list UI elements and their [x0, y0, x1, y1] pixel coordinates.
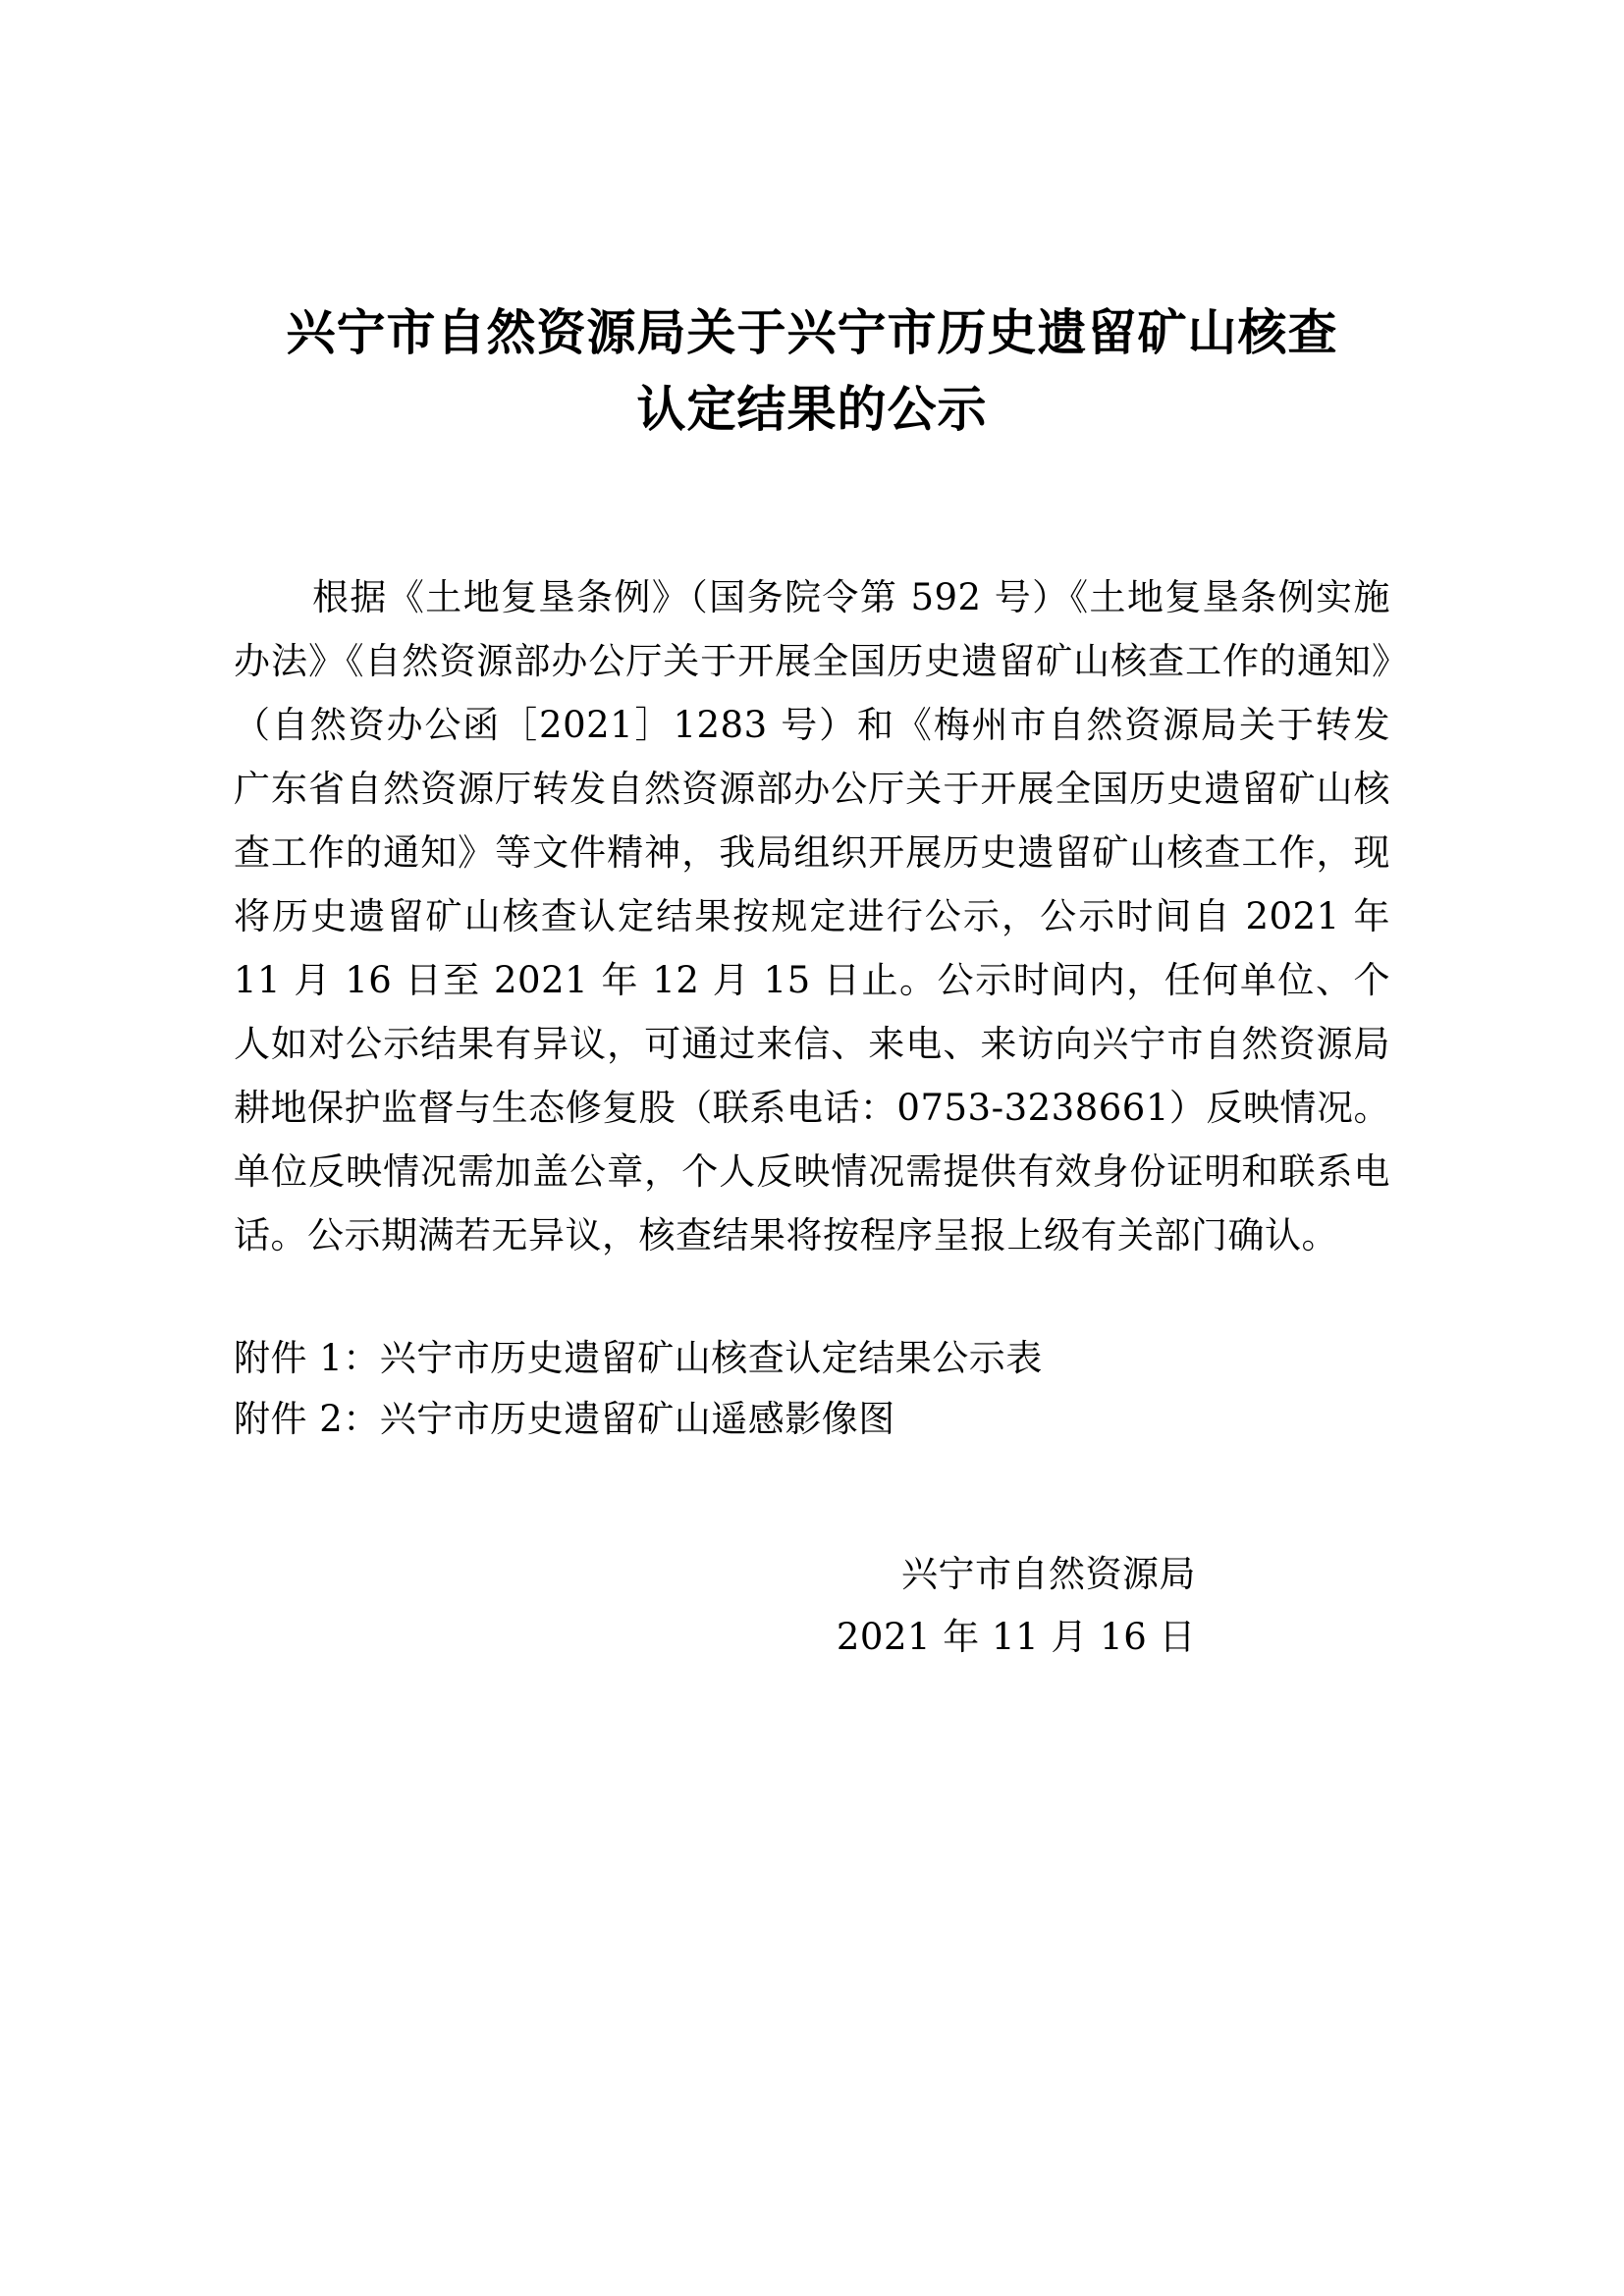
signature-issuer: 兴宁市自然资源局	[901, 1553, 1196, 1595]
document-body	[234, 565, 1390, 1669]
attachment-item: 附件 1：兴宁市历史遗留矿山核查认定结果公示表	[234, 1337, 1043, 1379]
signature-date: 2021 年 11 月 16 日	[836, 1616, 1196, 1658]
attachment-list	[234, 1328, 1390, 1450]
attachment-item: 附件 2：兴宁市历史遗留矿山遥感影像图	[234, 1398, 895, 1440]
signature-block	[234, 1543, 1390, 1669]
page-title: 兴宁市自然资源局关于兴宁市历史遗留矿山核查认定结果的公示	[286, 303, 1338, 438]
body-paragraph: 根据《土地复垦条例》（国务院令第 592 号）《土地复垦条例实施办法》《自然资源部办公厅关于开展全国历史遗留矿山核查工作的通知》（自然资办公函［2021］1283 号）和《梅州市自然资源局关于转发广东省自然资源厅转发自然资源部办公厅关于开展全国历史遗留矿山核查工作的通知》等文件精神，我局组织开展历史遗留矿山核查工作，现将历史遗留矿山核查认定结果按规定进行公示，公示时间自 2021 年 11 月 16 日至 2021 年 12 月 15 日止。公示时间内，任何单位、个人如对公示结果有异议，可通过来信、来电、来访向兴宁市自然资源局耕地保护监督与生态修复股（联系电话：0753-3238661）反映情况。单位反映情况需加盖公章，个人反映情况需提供有效身份证明和联系电话。公示期满若无异议，核查结果将按程序呈报上级有关部门确认。	[234, 576, 1390, 1256]
